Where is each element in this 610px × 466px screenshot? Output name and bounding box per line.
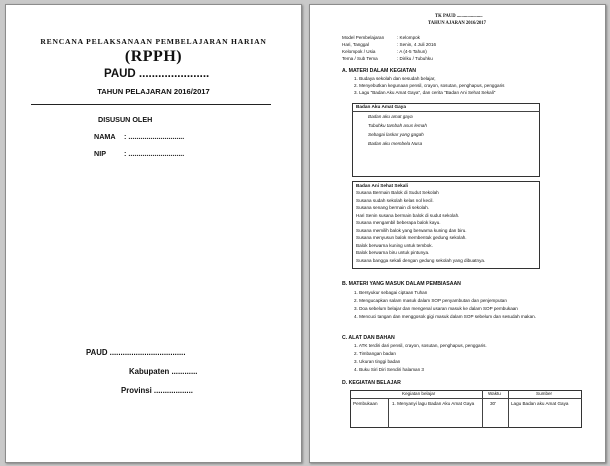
list-item: 2. Timbangan badan [354, 351, 396, 356]
cover-footer-provinsi: Provinsi .................. [121, 386, 193, 395]
cover-page [5, 4, 302, 463]
table-cell: Lagu Badan aku Amat Gaya [511, 401, 569, 406]
song-box-divider [352, 111, 540, 112]
list-item: 1. Bersyukur sebagai ciptaan Tuhan [354, 290, 428, 295]
cover-paud-line: PAUD ...................... [104, 68, 210, 80]
table-header: Kegiatan belajar [402, 391, 436, 396]
story-line: Balok berwarna biru untuk pintunya. [356, 250, 430, 255]
table-col-rule [508, 390, 509, 428]
rpph-page [309, 4, 606, 463]
list-item: 3. Ukuran tinggi badan [354, 359, 401, 364]
list-item: 1. Budaya sekolah dan sesudah belajar, [354, 76, 436, 81]
info-value: : Senin, 4 Juli 2016 [397, 42, 437, 47]
table-header-rule [350, 398, 582, 399]
story-line: Susana sudah sekolah kelas nol kecil. [356, 197, 434, 203]
story-line: Susana Bermain Balok di Sudut Sekolah [356, 190, 439, 195]
table-col-rule [482, 390, 483, 428]
info-value: : Diriku / Tubuhku [397, 56, 433, 61]
cover-name-label: NAMA [94, 132, 116, 141]
story-line: Susana memilih balok yang berwarna kuning dan biru. [356, 227, 467, 233]
info-label: Tema / Sub Tema [342, 56, 378, 61]
song-line: Tubuhku tambah asus lemah [368, 123, 427, 128]
cover-nip-label: NIP [94, 149, 106, 158]
cover-abbr: (RPPH) [124, 48, 183, 65]
story-line: Susana mengambil beberapa balok kayu. [356, 220, 441, 225]
cover-divider [31, 104, 271, 105]
doc-year-header: TAHUN AJARAN 2016/2017 [428, 21, 486, 26]
song-line: Badan aku membela Nusa [368, 141, 423, 146]
cover-prepared-by: DISUSUN OLEH [98, 115, 153, 124]
list-item: 3. Lagu "Badan Aku Amat Gaya", dan cerita "Badan Ani Sehat Sekali" [354, 90, 496, 95]
table-cell: 1. Menyanyi lagu Badan Aku Amat Gaya [392, 401, 475, 406]
song-line: Sebagai laskar yang gagah [368, 132, 424, 137]
table-cell: 30' [490, 401, 496, 406]
table-cell: Pembukaan [353, 401, 378, 406]
section-b-title: B. MATERI YANG MASUK DALAM PEMBIASAAN [342, 281, 461, 287]
section-d-title: D. KEGIATAN BELAJAR [342, 380, 401, 386]
list-item: 4. Mencuci tangan dan menggosok gigi masuk dalam SOP sebelum dan sesudah makan. [354, 314, 536, 319]
info-value: : Kelompok [397, 35, 420, 40]
doc-school-header: TK PAUD ...................... [435, 14, 483, 19]
song-line: Badan aku amat gaya [368, 114, 413, 119]
table-header: Sumber [536, 391, 553, 396]
cover-footer-kabupaten: Kabupaten ............ [129, 367, 198, 376]
story-title: Badan Ani Sehat Sekali [356, 183, 408, 188]
info-label: Model Pembelajaran [342, 35, 385, 40]
list-item: 2. Menyebutkan kegunaan pensil, crayon, sosutan, penghapus, penggaris [354, 83, 505, 88]
story-line: Hari Senin susana bermain balok di sudut sekolah. [356, 212, 460, 218]
info-label: Hari, Tanggal [342, 42, 369, 47]
info-value: : A (4-5 Tahun) [397, 49, 427, 54]
list-item: 4. Buku Siri Diri Sendiri halaman 3 [354, 367, 424, 372]
cover-footer-paud: PAUD ................................... [86, 348, 186, 357]
cover-title: RENCANA PELAKSANAAN PEMBELAJARAN HARIAN [40, 37, 267, 46]
section-c-title: C. ALAT DAN BAHAN [342, 335, 395, 341]
table-header: Waktu [488, 391, 501, 396]
story-line: Susana bangga sekali dengan gedung sekolah yang dibuatnya. [356, 257, 486, 263]
cover-nip-value: : ............................ [124, 149, 185, 158]
song-title: Badan Aku Amat Gaya [356, 104, 406, 109]
cover-year: TAHUN PELAJARAN 2016/2017 [97, 87, 210, 96]
list-item: 3. Doa sebelum belajar dan mengenal usaran masuk ke dalam SOP pembukaan [354, 306, 518, 311]
list-item: 2. Mengucapkan salam masuk dalam SOP penyambutan dan penjemputan [354, 298, 507, 303]
story-line: Balok berwarna kuning untuk tembok. [356, 242, 433, 248]
cover-name-value: : ............................ [124, 132, 185, 141]
story-line: Susana senang bermain di sekolah. [356, 205, 430, 210]
list-item: 1. ATK terdiri dari pensil, crayon, sosutan, penghapus, penggaris. [354, 343, 487, 348]
story-line: Susana menyusun balok membentuk gedung sekolah. [356, 235, 467, 240]
info-label: Kelompok / Usia [342, 49, 376, 54]
table-col-rule [388, 398, 389, 428]
section-a-title: A. MATERI DALAM KEGIATAN [342, 68, 417, 74]
